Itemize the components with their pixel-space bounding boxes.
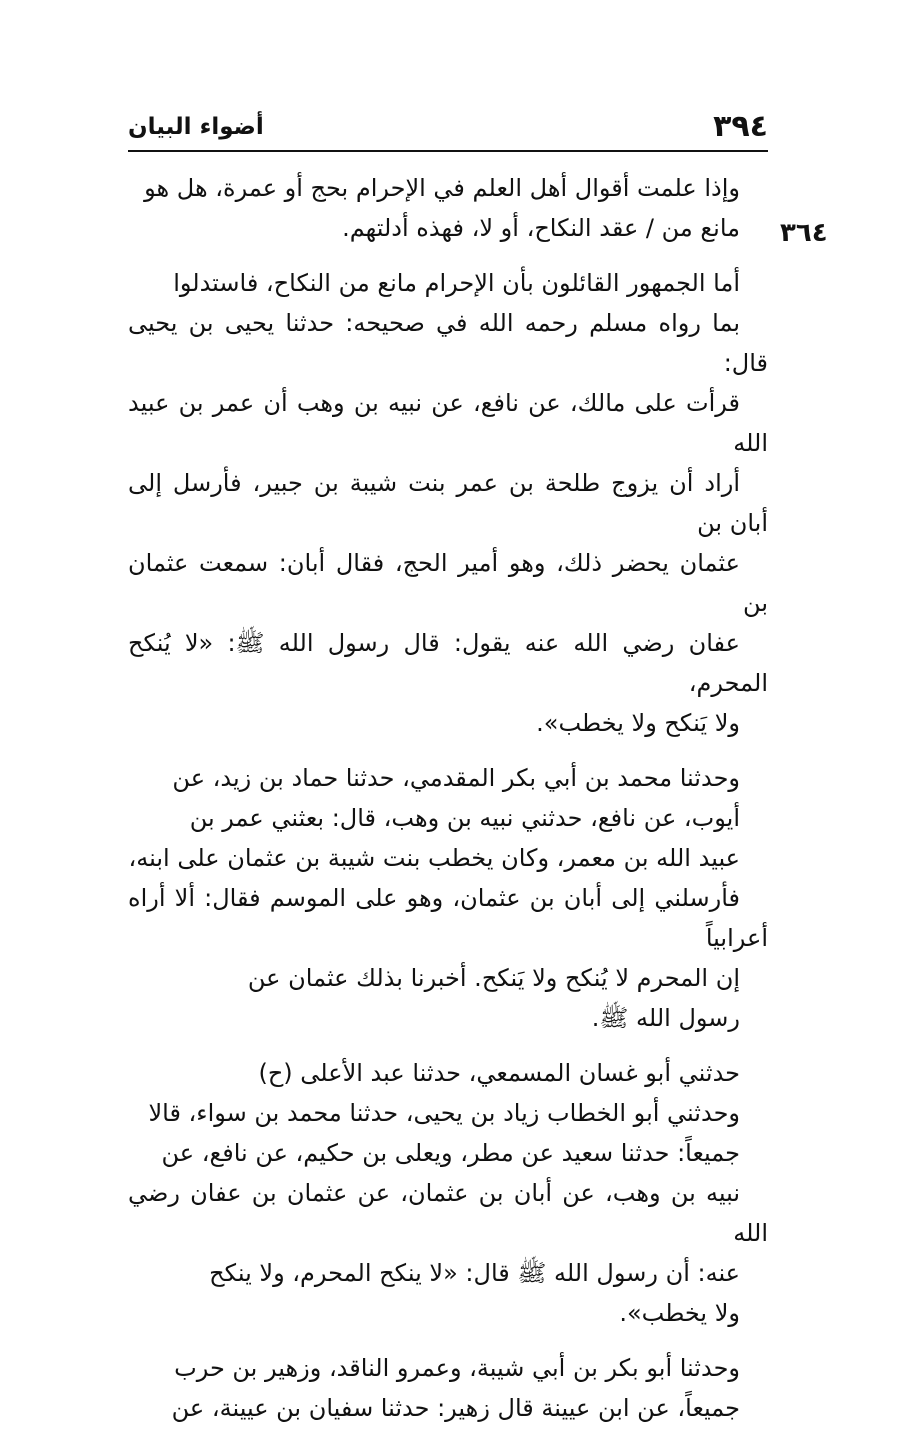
text-line: بما رواه مسلم رحمه الله في صحيحه: حدثنا يحيى بن يحيى قال: <box>128 309 768 377</box>
text-line: وحدثني أبو الخطاب زياد بن يحيى، حدثنا محمد بن سواء، قالا <box>148 1099 740 1127</box>
text-line: وإذا علمت أقوال أهل العلم في الإحرام بحج أو عمرة، هل هو <box>144 174 740 202</box>
text-line: ولا يَنكح ولا يخطب». <box>536 709 740 737</box>
book-title: أضواء البيان <box>128 114 264 140</box>
text-line: قرأت على مالك، عن نافع، عن نبيه بن وهب أن عمر بن عبيد الله <box>128 389 768 457</box>
header-divider <box>128 150 768 152</box>
text-line: ولا يخطب». <box>619 1299 740 1327</box>
paragraph-2 <box>128 263 768 743</box>
text-line: أيوب، عن نافع، حدثني نبيه بن وهب، قال: بعثني عمر بن <box>189 804 740 832</box>
text-line: مانع من / عقد النكاح، أو لا، فهذه أدلتهم. <box>342 214 740 242</box>
text-line: فأرسلني إلى أبان بن عثمان، وهو على الموسم فقال: ألا أراه أعرابياً <box>128 884 768 952</box>
page-header <box>128 106 768 150</box>
text-line: عفان رضي الله عنه يقول: قال رسول الله ﷺ: «لا يُنكح المحرم، <box>128 629 768 697</box>
paragraph-4 <box>128 1053 768 1333</box>
text-line: حدثني أبو غسان المسمعي، حدثنا عبد الأعلى (ح) <box>258 1059 740 1087</box>
text-line: جميعاً، عن ابن عيينة قال زهير: حدثنا سفيان بن عيينة، عن <box>171 1394 740 1422</box>
paragraph-5 <box>128 1348 768 1428</box>
text-line: عثمان يحضر ذلك، وهو أمير الحج، فقال أبان: سمعت عثمان بن <box>128 549 768 617</box>
text-line: إن المحرم لا يُنكح ولا يَنكح. أخبرنا بذلك عثمان عن <box>247 964 740 992</box>
main-text <box>128 168 768 1443</box>
text-line: وحدثنا محمد بن أبي بكر المقدمي، حدثنا حماد بن زيد، عن <box>172 764 740 792</box>
paragraph-3 <box>128 758 768 1038</box>
text-line: جميعاً: حدثنا سعيد عن مطر، ويعلى بن حكيم، عن نافع، عن <box>161 1139 740 1167</box>
text-line: أراد أن يزوج طلحة بن عمر بنت شيبة بن جبير، فأرسل إلى أبان بن <box>128 469 768 537</box>
text-line: عنه: أن رسول الله ﷺ قال: «لا ينكح المحرم، ولا ينكح <box>209 1259 740 1287</box>
text-line: عبيد الله بن معمر، وكان يخطب بنت شيبة بن عثمان على ابنه، <box>128 844 740 872</box>
text-line: نبيه بن وهب، عن أبان بن عثمان، عن عثمان بن عفان رضي الله <box>128 1179 768 1247</box>
text-line: رسول الله ﷺ. <box>591 1004 740 1032</box>
text-line: وحدثنا أبو بكر بن أبي شيبة، وعمرو الناقد، وزهير بن حرب <box>174 1354 740 1382</box>
text-line: أما الجمهور القائلون بأن الإحرام مانع من النكاح، فاستدلوا <box>173 269 740 297</box>
paragraph-1 <box>128 168 768 248</box>
margin-reference-number: ٣٦٤ <box>780 218 828 248</box>
page-number: ٣٩٤ <box>713 109 768 144</box>
